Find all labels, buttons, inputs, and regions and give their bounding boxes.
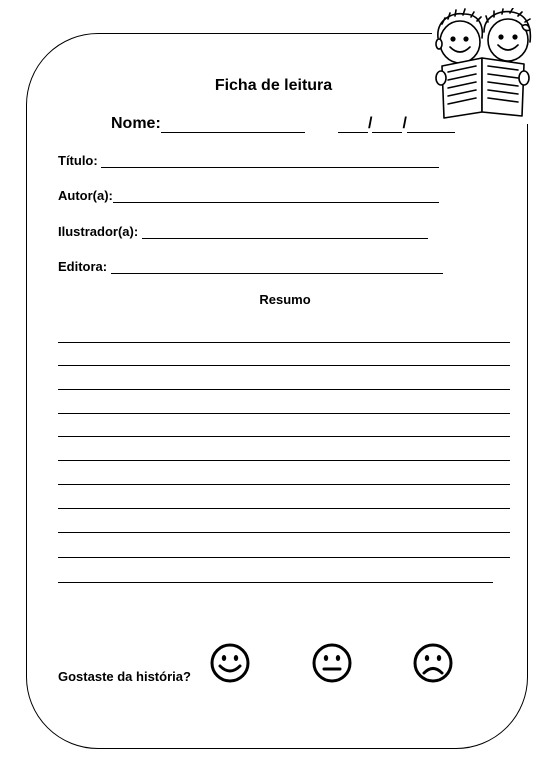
sad-face-icon[interactable] bbox=[412, 642, 454, 684]
autor-blank[interactable] bbox=[113, 188, 439, 203]
date-field[interactable] bbox=[338, 115, 455, 133]
summary-line[interactable] bbox=[58, 460, 510, 461]
autor-field[interactable] bbox=[58, 188, 439, 203]
neutral-face-icon[interactable] bbox=[311, 642, 353, 684]
name-label: Nome: bbox=[111, 115, 161, 132]
name-blank[interactable] bbox=[161, 118, 305, 133]
summary-line[interactable] bbox=[58, 582, 493, 583]
ilustrador-field[interactable] bbox=[58, 224, 428, 239]
summary-line[interactable] bbox=[58, 484, 510, 485]
summary-line[interactable] bbox=[58, 413, 510, 414]
ilustrador-blank[interactable] bbox=[142, 224, 428, 239]
editora-field[interactable] bbox=[58, 259, 443, 274]
summary-line[interactable] bbox=[58, 532, 510, 533]
summary-line[interactable] bbox=[58, 342, 510, 343]
rating-question: Gostaste da história? bbox=[58, 669, 191, 684]
editora-blank[interactable] bbox=[111, 259, 443, 274]
summary-line[interactable] bbox=[58, 365, 510, 366]
summary-line[interactable] bbox=[58, 557, 510, 558]
editora-label: Editora: bbox=[58, 259, 108, 274]
summary-line[interactable] bbox=[58, 436, 510, 437]
summary-line[interactable] bbox=[58, 508, 510, 509]
titulo-field[interactable] bbox=[58, 153, 439, 168]
date-separator: / bbox=[368, 115, 373, 132]
name-field[interactable] bbox=[111, 115, 305, 133]
date-month-blank[interactable] bbox=[372, 118, 402, 133]
ilustrador-label: Ilustrador(a): bbox=[58, 224, 139, 239]
resumo-heading: Resumo bbox=[259, 292, 311, 307]
summary-line[interactable] bbox=[58, 389, 510, 390]
smiling-face-icon[interactable] bbox=[209, 642, 251, 684]
autor-label: Autor(a): bbox=[58, 188, 113, 203]
date-day-blank[interactable] bbox=[338, 118, 368, 133]
worksheet-title: Ficha de leitura bbox=[214, 77, 333, 94]
children-reading-book-icon bbox=[432, 8, 536, 124]
date-separator: / bbox=[402, 115, 407, 132]
titulo-label: Título: bbox=[58, 153, 98, 168]
titulo-blank[interactable] bbox=[101, 153, 439, 168]
date-year-blank[interactable] bbox=[407, 118, 455, 133]
